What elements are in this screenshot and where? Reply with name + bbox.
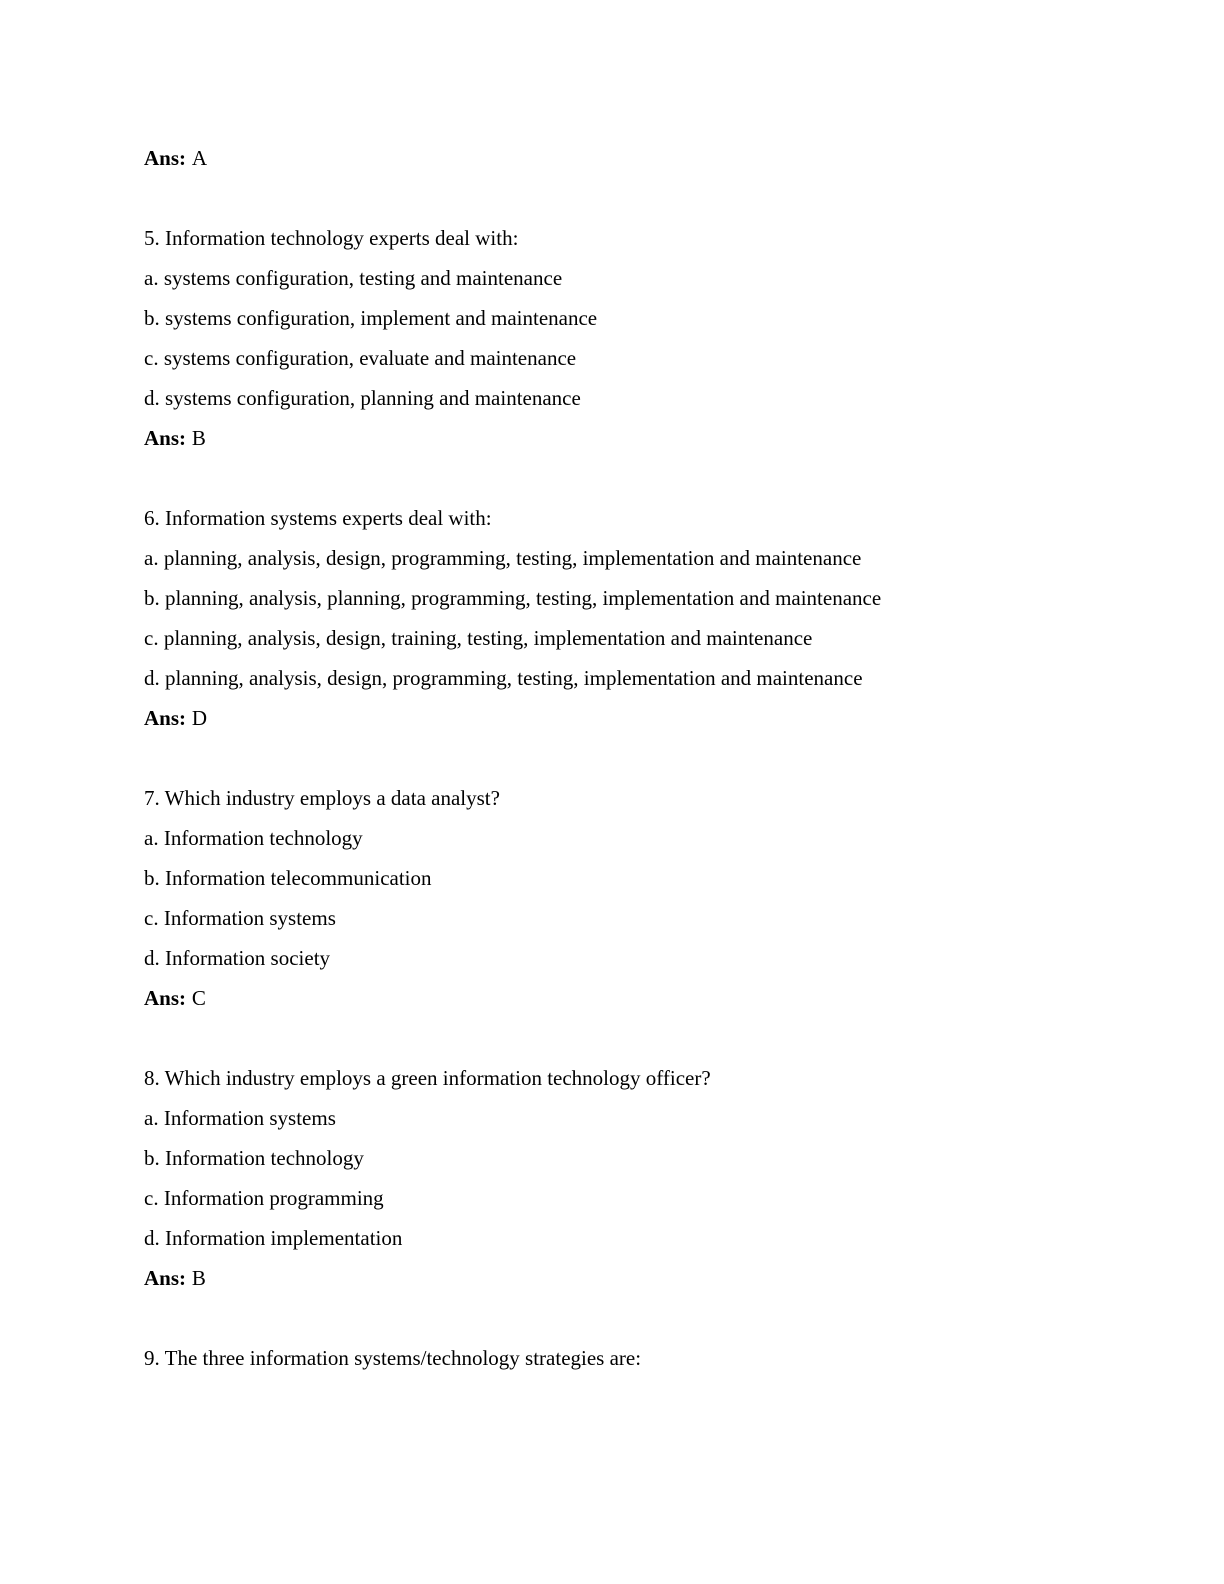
option-line: a. Information systems: [144, 1106, 336, 1130]
answer-line: [144, 978, 1104, 1018]
option-line: b. planning, analysis, planning, programming, testing, implementation and maintenance: [144, 586, 882, 610]
option-line: b. systems configuration, implement and maintenance: [144, 306, 598, 330]
answer-label: Ans:: [144, 146, 187, 170]
option-line: a. systems configuration, testing and maintenance: [144, 266, 563, 290]
question-block-5: [144, 218, 1104, 458]
question-block-7: [144, 778, 1104, 1018]
answer-value: D: [191, 706, 208, 730]
option-line: d. systems configuration, planning and maintenance: [144, 386, 581, 410]
question-prompt: 9. The three information systems/technology strategies are:: [144, 1346, 642, 1370]
question-block-9: [144, 1338, 1104, 1378]
option-line: c. Information programming: [144, 1186, 384, 1210]
option-line: d. Information society: [144, 946, 331, 970]
option-line: c. Information systems: [144, 906, 336, 930]
option-line: c. planning, analysis, design, training, testing, implementation and maintenance: [144, 626, 813, 650]
question-prompt: 7. Which industry employs a data analyst?: [144, 786, 500, 810]
answer-value: B: [191, 1266, 206, 1290]
question-prompt: 6. Information systems experts deal with:: [144, 506, 492, 530]
answer-value: C: [191, 986, 206, 1010]
answer-value: A: [191, 146, 208, 170]
option-line: a. planning, analysis, design, programming, testing, implementation and maintenance: [144, 546, 862, 570]
answer-line: [144, 418, 1104, 458]
question-block-8: [144, 1058, 1104, 1298]
question-prompt: 8. Which industry employs a green information technology officer?: [144, 1066, 711, 1090]
answer-line: [144, 138, 1104, 178]
option-line: c. systems configuration, evaluate and maintenance: [144, 346, 577, 370]
option-line: a. Information technology: [144, 826, 363, 850]
option-line: b. Information telecommunication: [144, 866, 432, 890]
question-block-6: [144, 498, 1104, 738]
answer-label: Ans:: [144, 706, 187, 730]
option-line: d. planning, analysis, design, programming, testing, implementation and maintenance: [144, 666, 863, 690]
answer-line: [144, 698, 1104, 738]
answer-label: Ans:: [144, 1266, 187, 1290]
answer-line: [144, 1258, 1104, 1298]
answer-label: Ans:: [144, 986, 187, 1010]
answer-label: Ans:: [144, 426, 187, 450]
option-line: d. Information implementation: [144, 1226, 403, 1250]
option-line: b. Information technology: [144, 1146, 364, 1170]
question-prompt: 5. Information technology experts deal with:: [144, 226, 519, 250]
answer-value: B: [191, 426, 206, 450]
